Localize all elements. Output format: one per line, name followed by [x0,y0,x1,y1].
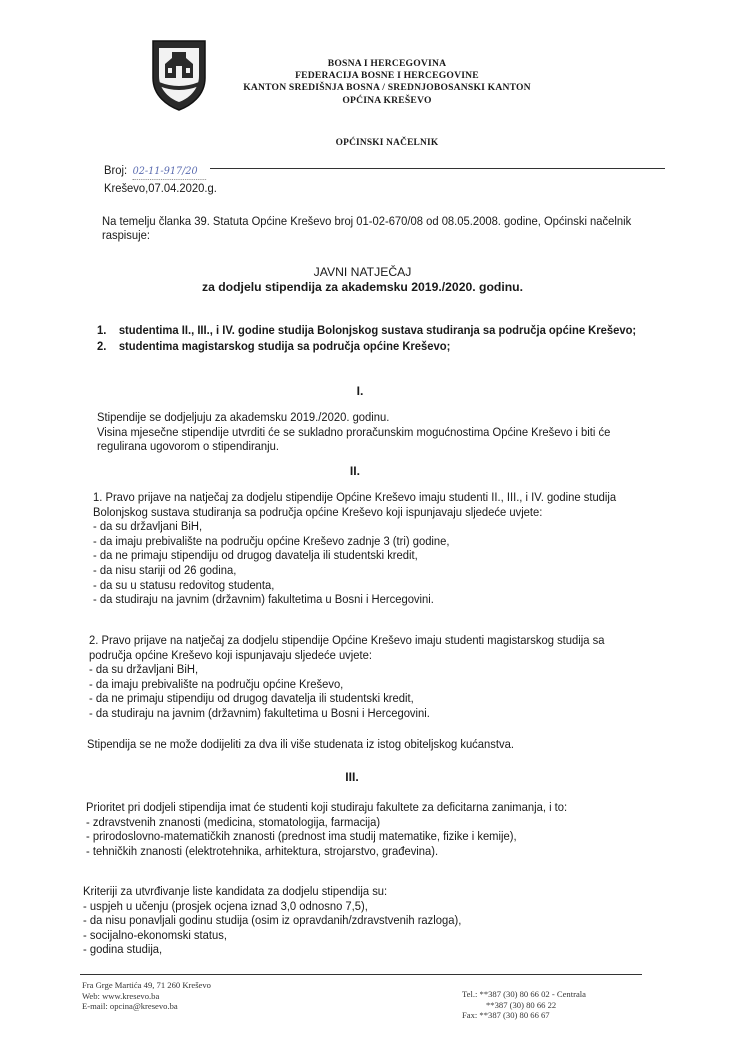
section-2-line: - da ne primaju stipendiju od drugog davatelja ili studentski kredit, [93,548,418,563]
header-canton: KANTON SREDIŠNJA BOSNA / SREDNJOBOSANSKI KANTON [243,82,531,94]
category-item-1 [97,323,636,338]
section-2-line: - da imaju prebivalište na području općine Kreševo, [89,676,344,691]
handwritten-reference-number: 02-11-917/20 [133,163,207,180]
section-heading-3: III. [345,770,359,784]
section-3-line: - tehničkih znanosti (elektrotehnika, arhitektura, strojarstvo, građevina). [86,843,439,858]
category-number: 1. [97,323,107,337]
section-3-line: - da nisu ponavljali godinu studija (osim iz opravdanih/zdravstvenih razloga), [83,913,462,928]
section-3-line: - prirodoslovno-matematičkih znanosti (prednost ima studij matematike, fizike i kemije), [86,829,517,844]
section-2-line: - da nisu stariji od 26 godina, [93,562,237,577]
section-3-paragraph-2 [83,884,494,957]
footer-web: Web: www.kresevo.ba [82,990,160,1001]
section-2-line: područja općine Kreševo koji ispunjavaju sljedeće uvjete: [89,647,372,662]
section-2-line: Bolonjskog sustava studiranja sa područja općine Kreševo koji ispunjavaju sljedeće uvjete: [93,504,543,519]
section-3-line: - socijalno-ekonomski status, [83,927,227,942]
footer-divider [80,974,642,975]
document-title [100,265,625,295]
footer-address: Fra Grge Martića 49, 71 260 Kreševo [82,980,211,990]
title-line-2: za dodjelu stipendija za akademsku 2019./2020. godinu. [201,280,524,294]
section-1-body [97,410,655,454]
section-2-line: 1. Pravo prijave na natječaj za dodjelu stipendije Općine Kreševo imaju studenti II., III., i IV. godine studija [93,490,617,504]
intro-line-2: raspisuje: [102,228,150,242]
municipality-crest-icon [150,38,208,112]
header-municipality: OPĆINA KREŠEVO [342,94,432,106]
section-2-line: - da su državljani BiH, [93,519,203,534]
section-3-line: Kriteriji za utvrđivanje liste kandidata za dodjelu stipendija su: [83,884,388,898]
section-3-line: - uspjeh u učenju (prosjek ocjena iznad 3,0 odnosno 7,5), [83,898,368,913]
footer-tel-2: **387 (30) 80 66 22 [486,999,557,1010]
section-3-line: - zdravstvenih znanosti (medicina, stomatologija, farmacija) [86,814,381,829]
category-item-2 [97,339,450,354]
section-2-line: - da su državljani BiH, [89,662,199,677]
footer-tel: Tel.: **387 (30) 80 66 02 - Centrala [462,989,586,999]
broj-label: Broj: [104,163,128,177]
section-2-line: - da su u statusu redovitog studenta, [93,577,275,592]
section-2-paragraph-1 [93,490,662,607]
intro-line-1: Na temelju članka 39. Statuta Općine Kreševo broj 01-02-670/08 od 08.05.2008. godine, Općinski načelnik [102,214,632,228]
footer-contact-right [462,989,586,1021]
header-federation: FEDERACIJA BOSNE I HERCEGOVINE [295,70,479,82]
category-text: studentima magistarskog studija sa područja općine Kreševo; [118,339,451,353]
header-country: BOSNA I HERCEGOVINA [327,58,447,69]
section-1-line: Stipendije se dodjeljuju za akademsku 2019./2020. godinu. [97,410,390,424]
section-2-line: 2. Pravo prijave na natječaj za dodjelu stipendije Općine Kreševo imaju studenti magistarskog studija sa [89,633,605,647]
section-heading-1: I. [356,384,364,398]
reference-block [104,162,227,196]
section-2-note: Stipendija se ne može dodijeliti za dva ili više studenata iz istog obiteljskog kućanstva. [87,737,514,751]
footer-email: E-mail: opcina@kresevo.ba [82,1001,178,1012]
section-2-line: - da studiraju na javnim (državnim) fakultetima u Bosni i Hercegovini. [89,705,430,720]
footer-contact-left [82,980,211,1012]
header-divider [210,168,665,169]
section-3-paragraph-1 [86,800,609,858]
category-number: 2. [97,339,107,353]
section-1-line: regulirana ugovorom o stipendiranju. [97,439,280,454]
section-2-line: - da studiraju na javnim (državnim) fakultetima u Bosni i Hercegovini. [93,592,434,607]
section-heading-2: II. [349,464,361,478]
title-line-1: JAVNI NATJEČAJ [313,265,412,279]
section-2-paragraph-2 [89,633,649,721]
category-text: studentima II., III., i IV. godine studija Bolonjskog sustava studiranja sa područja općine Kreševo; [118,323,637,337]
letterhead [222,58,552,107]
section-3-line: Prioritet pri dodjeli stipendija imat će studenti koji studiraju fakultete za deficitarna zanimanja, i to: [86,800,568,814]
section-3-line: - godina studija, [83,942,163,957]
section-2-line: - da ne primaju stipendiju od drugog davatelja ili studentski kredit, [89,691,414,706]
section-2-line: - da imaju prebivalište na području općine Kreševo zadnje 3 (tri) godine, [93,533,450,548]
place-date: Kreševo,07.04.2020.g. [104,181,217,195]
office-title: OPĆINSKI NAČELNIK [335,138,439,148]
section-1-line: Visina mjesečne stipendije utvrditi će se sukladno proračunskim mogućnostima Općine Kreševo i biti će [97,424,611,439]
footer-fax: Fax: **387 (30) 80 66 67 [462,1010,550,1021]
